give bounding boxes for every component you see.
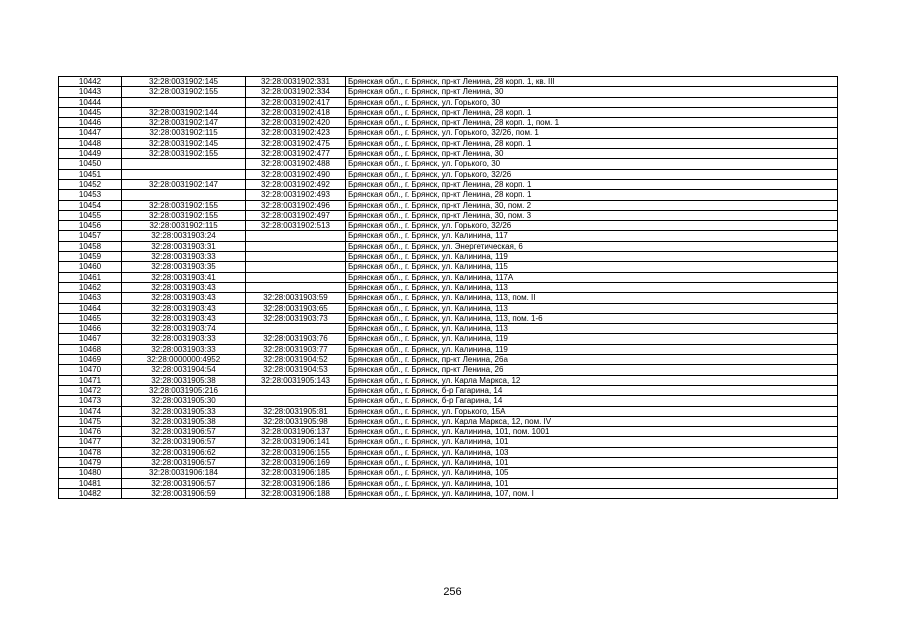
row-number-cell: 10446 [59,118,122,128]
address-cell: Брянская обл., г. Брянск, ул. Калинина, 107, пом. I [346,488,838,498]
address-cell: Брянская обл., г. Брянск, пр-кт Ленина, 28 корп. 1, пом. 1 [346,118,838,128]
table-row [59,159,838,169]
cadastral-number-cell [246,252,346,262]
address-cell: Брянская обл., г. Брянск, ул. Калинина, 113, пом. 1-6 [346,313,838,323]
cadastral-number-cell: 32:28:0031902:475 [246,138,346,148]
address-cell: Брянская обл., г. Брянск, ул. Калинина, 113, пом. II [346,293,838,303]
cadastral-number-cell: 32:28:0031903:76 [246,334,346,344]
row-number-cell: 10459 [59,252,122,262]
table-row [59,303,838,313]
cadastral-number-cell: 32:28:0031902:477 [246,149,346,159]
row-number-cell: 10479 [59,457,122,467]
row-number-cell: 10474 [59,406,122,416]
row-number-cell: 10480 [59,468,122,478]
table-row [59,221,838,231]
parent-cadastral-number-cell [122,169,246,179]
parent-cadastral-number-cell: 32:28:0031905:38 [122,375,246,385]
address-cell: Брянская обл., г. Брянск, ул. Горького, 32/26 [346,169,838,179]
address-cell: Брянская обл., г. Брянск, пр-кт Ленина, 30, пом. 3 [346,210,838,220]
parent-cadastral-number-cell: 32:28:0000000:4952 [122,355,246,365]
registry-table [58,76,838,499]
address-cell: Брянская обл., г. Брянск, пр-кт Ленина, 30 [346,149,838,159]
table-row [59,210,838,220]
parent-cadastral-number-cell: 32:28:0031903:43 [122,293,246,303]
address-cell: Брянская обл., г. Брянск, ул. Калинина, 115 [346,262,838,272]
cadastral-number-cell: 32:28:0031902:490 [246,169,346,179]
row-number-cell: 10475 [59,416,122,426]
parent-cadastral-number-cell: 32:28:0031906:57 [122,427,246,437]
address-cell: Брянская обл., г. Брянск, ул. Энергетическая, 6 [346,241,838,251]
table-row [59,169,838,179]
row-number-cell: 10464 [59,303,122,313]
cadastral-number-cell: 32:28:0031905:81 [246,406,346,416]
row-number-cell: 10445 [59,107,122,117]
parent-cadastral-number-cell: 32:28:0031906:59 [122,488,246,498]
row-number-cell: 10448 [59,138,122,148]
table-row [59,396,838,406]
parent-cadastral-number-cell: 32:28:0031902:155 [122,210,246,220]
cadastral-number-cell: 32:28:0031902:334 [246,87,346,97]
address-cell: Брянская обл., г. Брянск, ул. Карла Маркса, 12, пом. IV [346,416,838,426]
row-number-cell: 10444 [59,97,122,107]
cadastral-number-cell: 32:28:0031902:488 [246,159,346,169]
parent-cadastral-number-cell: 32:28:0031905:38 [122,416,246,426]
parent-cadastral-number-cell: 32:28:0031903:43 [122,282,246,292]
cadastral-number-cell: 32:28:0031906:186 [246,478,346,488]
table-row [59,241,838,251]
address-cell: Брянская обл., г. Брянск, ул. Калинина, 101 [346,478,838,488]
row-number-cell: 10482 [59,488,122,498]
table-row [59,457,838,467]
address-cell: Брянская обл., г. Брянск, ул. Горького, 15А [346,406,838,416]
address-cell: Брянская обл., г. Брянск, пр-кт Ленина, 28 корп. 1, кв. III [346,77,838,87]
row-number-cell: 10476 [59,427,122,437]
table-row [59,478,838,488]
row-number-cell: 10481 [59,478,122,488]
row-number-cell: 10473 [59,396,122,406]
row-number-cell: 10461 [59,272,122,282]
registry-table-body [59,77,838,499]
row-number-cell: 10443 [59,87,122,97]
row-number-cell: 10469 [59,355,122,365]
table-row [59,149,838,159]
cadastral-number-cell: 32:28:0031906:185 [246,468,346,478]
row-number-cell: 10449 [59,149,122,159]
row-number-cell: 10467 [59,334,122,344]
cadastral-number-cell [246,324,346,334]
parent-cadastral-number-cell [122,159,246,169]
address-cell: Брянская обл., г. Брянск, ул. Калинина, 119 [346,252,838,262]
address-cell: Брянская обл., г. Брянск, ул. Горького, 30 [346,97,838,107]
cadastral-number-cell: 32:28:0031904:53 [246,365,346,375]
table-row [59,262,838,272]
parent-cadastral-number-cell: 32:28:0031903:35 [122,262,246,272]
address-cell: Брянская обл., г. Брянск, пр-кт Ленина, 28 корп. 1 [346,107,838,117]
row-number-cell: 10457 [59,231,122,241]
row-number-cell: 10468 [59,344,122,354]
cadastral-number-cell: 32:28:0031903:65 [246,303,346,313]
cadastral-number-cell: 32:28:0031903:73 [246,313,346,323]
address-cell: Брянская обл., г. Брянск, ул. Калинина, 119 [346,344,838,354]
cadastral-number-cell: 32:28:0031902:420 [246,118,346,128]
table-row [59,252,838,262]
parent-cadastral-number-cell: 32:28:0031903:41 [122,272,246,282]
parent-cadastral-number-cell: 32:28:0031902:147 [122,118,246,128]
cadastral-number-cell: 32:28:0031906:169 [246,457,346,467]
address-cell: Брянская обл., г. Брянск, ул. Калинина, 101, пом. 1001 [346,427,838,437]
cadastral-number-cell [246,262,346,272]
parent-cadastral-number-cell: 32:28:0031903:43 [122,313,246,323]
cadastral-number-cell [246,282,346,292]
parent-cadastral-number-cell: 32:28:0031902:144 [122,107,246,117]
address-cell: Брянская обл., г. Брянск, пр-кт Ленина, 28 корп. 1 [346,179,838,189]
parent-cadastral-number-cell: 32:28:0031903:33 [122,252,246,262]
table-row [59,190,838,200]
address-cell: Брянская обл., г. Брянск, пр-кт Ленина, 26 [346,365,838,375]
table-row [59,231,838,241]
address-cell: Брянская обл., г. Брянск, ул. Калинина, 119 [346,334,838,344]
parent-cadastral-number-cell: 32:28:0031903:33 [122,334,246,344]
table-row [59,77,838,87]
table-row [59,200,838,210]
parent-cadastral-number-cell: 32:28:0031905:33 [122,406,246,416]
table-row [59,334,838,344]
row-number-cell: 10450 [59,159,122,169]
table-row [59,355,838,365]
parent-cadastral-number-cell: 32:28:0031902:145 [122,138,246,148]
cadastral-number-cell [246,241,346,251]
table-row [59,375,838,385]
cadastral-number-cell: 32:28:0031905:143 [246,375,346,385]
parent-cadastral-number-cell: 32:28:0031902:155 [122,87,246,97]
table-row [59,365,838,375]
address-cell: Брянская обл., г. Брянск, ул. Горького, 32/26 [346,221,838,231]
parent-cadastral-number-cell: 32:28:0031902:115 [122,128,246,138]
table-row [59,282,838,292]
address-cell: Брянская обл., г. Брянск, ул. Горького, 30 [346,159,838,169]
parent-cadastral-number-cell: 32:28:0031906:57 [122,457,246,467]
table-row [59,406,838,416]
table-row [59,447,838,457]
table-row [59,138,838,148]
parent-cadastral-number-cell: 32:28:0031904:54 [122,365,246,375]
parent-cadastral-number-cell: 32:28:0031903:43 [122,303,246,313]
table-row [59,128,838,138]
table-row [59,272,838,282]
address-cell: Брянская обл., г. Брянск, ул. Калинина, 105 [346,468,838,478]
table-row [59,107,838,117]
table-row [59,468,838,478]
address-cell: Брянская обл., г. Брянск, ул. Калинина, 117 [346,231,838,241]
row-number-cell: 10463 [59,293,122,303]
table-row [59,313,838,323]
parent-cadastral-number-cell: 32:28:0031906:57 [122,478,246,488]
cadastral-number-cell: 32:28:0031902:513 [246,221,346,231]
cadastral-number-cell: 32:28:0031902:493 [246,190,346,200]
parent-cadastral-number-cell: 32:28:0031905:216 [122,385,246,395]
cadastral-number-cell [246,385,346,395]
row-number-cell: 10478 [59,447,122,457]
row-number-cell: 10465 [59,313,122,323]
address-cell: Брянская обл., г. Брянск, ул. Карла Маркса, 12 [346,375,838,385]
table-row [59,344,838,354]
parent-cadastral-number-cell [122,190,246,200]
row-number-cell: 10458 [59,241,122,251]
address-cell: Брянская обл., г. Брянск, ул. Калинина, 101 [346,437,838,447]
cadastral-number-cell: 32:28:0031902:418 [246,107,346,117]
cadastral-number-cell: 32:28:0031903:77 [246,344,346,354]
cadastral-number-cell [246,396,346,406]
cadastral-number-cell: 32:28:0031906:137 [246,427,346,437]
table-row [59,488,838,498]
parent-cadastral-number-cell: 32:28:0031903:31 [122,241,246,251]
row-number-cell: 10452 [59,179,122,189]
row-number-cell: 10477 [59,437,122,447]
cadastral-number-cell: 32:28:0031902:423 [246,128,346,138]
row-number-cell: 10455 [59,210,122,220]
parent-cadastral-number-cell: 32:28:0031903:33 [122,344,246,354]
parent-cadastral-number-cell: 32:28:0031902:115 [122,221,246,231]
address-cell: Брянская обл., г. Брянск, ул. Калинина, 113 [346,282,838,292]
address-cell: Брянская обл., г. Брянск, пр-кт Ленина, 26а [346,355,838,365]
address-cell: Брянская обл., г. Брянск, пр-кт Ленина, 30 [346,87,838,97]
table-row [59,437,838,447]
parent-cadastral-number-cell: 32:28:0031903:24 [122,231,246,241]
address-cell: Брянская обл., г. Брянск, ул. Калинина, 113 [346,303,838,313]
table-row [59,87,838,97]
page-number: 256 [443,586,462,598]
table-row [59,385,838,395]
row-number-cell: 10462 [59,282,122,292]
table-row [59,118,838,128]
cadastral-number-cell [246,231,346,241]
row-number-cell: 10454 [59,200,122,210]
parent-cadastral-number-cell [122,97,246,107]
row-number-cell: 10442 [59,77,122,87]
row-number-cell: 10456 [59,221,122,231]
parent-cadastral-number-cell: 32:28:0031906:184 [122,468,246,478]
cadastral-number-cell: 32:28:0031902:492 [246,179,346,189]
parent-cadastral-number-cell: 32:28:0031906:57 [122,437,246,447]
address-cell: Брянская обл., г. Брянск, ул. Калинина, 103 [346,447,838,457]
cadastral-number-cell: 32:28:0031904:52 [246,355,346,365]
address-cell: Брянская обл., г. Брянск, пр-кт Ленина, 28 корп. 1 [346,190,838,200]
cadastral-number-cell: 32:28:0031902:417 [246,97,346,107]
cadastral-number-cell: 32:28:0031906:141 [246,437,346,447]
parent-cadastral-number-cell: 32:28:0031906:62 [122,447,246,457]
cadastral-number-cell: 32:28:0031902:496 [246,200,346,210]
cadastral-number-cell: 32:28:0031903:59 [246,293,346,303]
address-cell: Брянская обл., г. Брянск, пр-кт Ленина, 28 корп. 1 [346,138,838,148]
parent-cadastral-number-cell: 32:28:0031902:145 [122,77,246,87]
table-row [59,324,838,334]
row-number-cell: 10460 [59,262,122,272]
row-number-cell: 10453 [59,190,122,200]
address-cell: Брянская обл., г. Брянск, ул. Калинина, 117А [346,272,838,282]
table-row [59,97,838,107]
address-cell: Брянская обл., г. Брянск, пр-кт Ленина, 30, пом. 2 [346,200,838,210]
address-cell: Брянская обл., г. Брянск, б-р Гагарина, 14 [346,396,838,406]
row-number-cell: 10471 [59,375,122,385]
address-cell: Брянская обл., г. Брянск, б-р Гагарина, 14 [346,385,838,395]
row-number-cell: 10451 [59,169,122,179]
cadastral-number-cell: 32:28:0031905:98 [246,416,346,426]
address-cell: Брянская обл., г. Брянск, ул. Калинина, 101 [346,457,838,467]
parent-cadastral-number-cell: 32:28:0031905:30 [122,396,246,406]
table-row [59,293,838,303]
address-cell: Брянская обл., г. Брянск, ул. Калинина, 113 [346,324,838,334]
cadastral-number-cell: 32:28:0031906:188 [246,488,346,498]
address-cell: Брянская обл., г. Брянск, ул. Горького, 32/26, пом. 1 [346,128,838,138]
parent-cadastral-number-cell: 32:28:0031902:147 [122,179,246,189]
table-row [59,427,838,437]
row-number-cell: 10470 [59,365,122,375]
cadastral-number-cell: 32:28:0031902:331 [246,77,346,87]
parent-cadastral-number-cell: 32:28:0031902:155 [122,200,246,210]
row-number-cell: 10447 [59,128,122,138]
cadastral-number-cell: 32:28:0031906:155 [246,447,346,457]
row-number-cell: 10466 [59,324,122,334]
cadastral-number-cell [246,272,346,282]
cadastral-number-cell: 32:28:0031902:497 [246,210,346,220]
table-row [59,416,838,426]
parent-cadastral-number-cell: 32:28:0031902:155 [122,149,246,159]
table-row [59,179,838,189]
row-number-cell: 10472 [59,385,122,395]
parent-cadastral-number-cell: 32:28:0031903:74 [122,324,246,334]
